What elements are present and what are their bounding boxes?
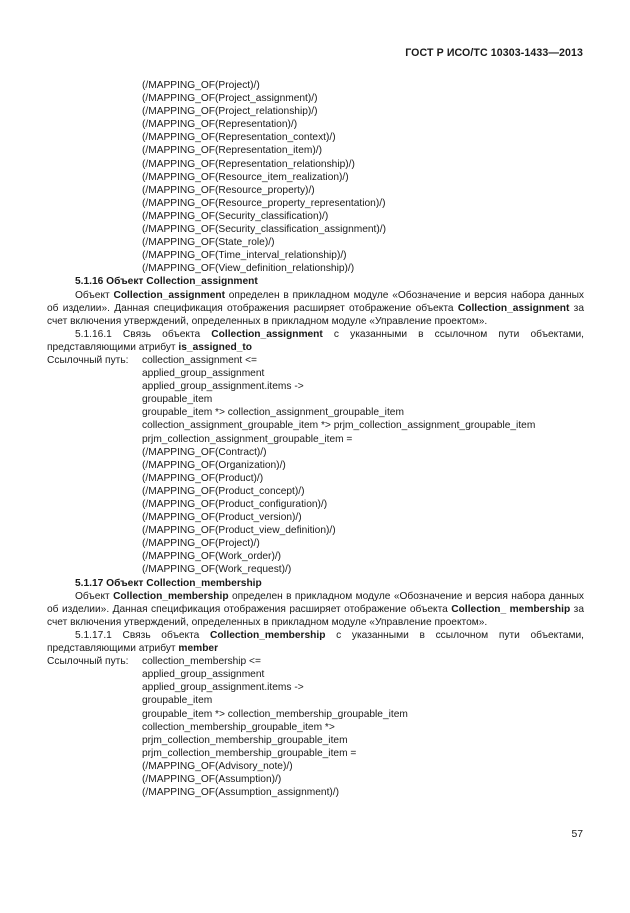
mapping-list-continued <box>47 79 584 275</box>
section-heading-5-1-16: 5.1.16 Объект Collection_assignment <box>75 276 258 288</box>
reference-path-line: (/MAPPING_OF(Advisory_note)/) <box>142 760 293 772</box>
reference-path-lines <box>47 367 584 577</box>
reference-path-line: (/MAPPING_OF(Product_concept)/) <box>142 485 305 497</box>
reference-path-line: applied_group_assignment <box>142 669 265 681</box>
reference-path-line: collection_membership_groupable_item *> <box>142 721 335 733</box>
reference-path-line: groupable_item <box>142 394 213 406</box>
subsection-paragraph: 5.1.16.1 Связь объекта Collection_assignment с указанными в ссылочном пути объектами, представляющими атрибут is_assigned_to <box>47 328 584 353</box>
reference-path-line: prjm_collection_assignment_groupable_item = <box>142 433 353 445</box>
mapping-line: (/MAPPING_OF(Project_assignment)/) <box>142 93 318 105</box>
reference-path-line: (/MAPPING_OF(Contract)/) <box>142 446 267 458</box>
mapping-line: (/MAPPING_OF(Time_interval_relationship)/) <box>142 250 347 262</box>
reference-path-line: (/MAPPING_OF(Assumption)/) <box>142 773 282 785</box>
reference-path-lines <box>47 668 584 799</box>
reference-path-line: applied_group_assignment <box>142 368 265 380</box>
reference-path-row <box>47 354 584 367</box>
reference-path-line: (/MAPPING_OF(Product_configuration)/) <box>142 499 328 510</box>
reference-path-line: collection_assignment <= <box>142 354 257 366</box>
mapping-line: (/MAPPING_OF(Resource_property_representation)/) <box>142 197 386 209</box>
subsection-paragraph: 5.1.17.1 Связь объекта Collection_membership с указанными в ссылочном пути объектами, представляющими атрибут member <box>47 629 584 655</box>
mapping-line: (/MAPPING_OF(Representation_context)/) <box>142 132 336 144</box>
page-number: 57 <box>571 829 583 840</box>
reference-path-line: groupable_item <box>142 695 213 707</box>
reference-path-line: (/MAPPING_OF(Work_request)/) <box>142 564 292 576</box>
reference-path-label: Ссылочный путь: <box>47 354 129 366</box>
reference-path-line: (/MAPPING_OF(Organization)/) <box>142 459 286 471</box>
section-paragraph: Объект Collection_assignment определен в прикладном модуле «Обозначение и версия набора данных об изделии». Данная спецификация отображения расширяет отображение объекта Collection_assignment за счет включения утверждений, определенных в прикладном модуле «Управление проектом». <box>47 289 584 327</box>
mapping-line: (/MAPPING_OF(Resource_property)/) <box>142 184 315 196</box>
reference-path-line: groupable_item *> collection_membership_groupable_item <box>142 708 408 720</box>
reference-path-line: (/MAPPING_OF(Work_order)/) <box>142 551 282 563</box>
mapping-line: (/MAPPING_OF(Project)/) <box>142 80 260 91</box>
section-paragraph: Объект Collection_membership определен в прикладном модуле «Обозначение и версия набора данных об изделии». Данная спецификация отображения расширяет отображение объекта Collection_ membership за счет включения утверждений, определенных в прикладном модуле «Управление проектом». <box>47 590 584 628</box>
reference-path-line: (/MAPPING_OF(Assumption_assignment)/) <box>142 787 340 799</box>
mapping-line: (/MAPPING_OF(Security_classification)/) <box>142 210 329 222</box>
reference-path-line: prjm_collection_membership_groupable_item = <box>142 747 357 759</box>
mapping-line: (/MAPPING_OF(Resource_item_realization)/) <box>142 171 349 183</box>
reference-path-line: (/MAPPING_OF(Product_version)/) <box>142 512 302 524</box>
mapping-line: (/MAPPING_OF(State_role)/) <box>142 237 275 249</box>
reference-path-line: applied_group_assignment.items -> <box>142 682 304 694</box>
reference-path-line: (/MAPPING_OF(Product)/) <box>142 472 264 484</box>
section-heading-5-1-17: 5.1.17 Объект Collection_membership <box>75 577 262 589</box>
document-header: ГОСТ Р ИСО/ТС 10303-1433—2013 <box>405 47 583 59</box>
reference-path-line: applied_group_assignment.items -> <box>142 381 304 393</box>
reference-path-label: Ссылочный путь: <box>47 656 129 668</box>
mapping-line: (/MAPPING_OF(Project_relationship)/) <box>142 106 318 118</box>
reference-path-line: (/MAPPING_OF(Product_view_definition)/) <box>142 525 336 537</box>
reference-path-row <box>47 655 584 668</box>
mapping-line: (/MAPPING_OF(Representation_item)/) <box>142 145 323 157</box>
mapping-line: (/MAPPING_OF(Security_classification_assignment)/) <box>142 224 387 236</box>
reference-path-line: collection_membership <= <box>142 656 261 668</box>
reference-path-line: collection_assignment_groupable_item *> prjm_collection_assignment_groupable_item <box>142 420 536 432</box>
reference-path-line: (/MAPPING_OF(Project)/) <box>142 538 260 550</box>
page-content <box>47 79 584 799</box>
mapping-line: (/MAPPING_OF(Representation)/) <box>142 119 298 131</box>
mapping-line: (/MAPPING_OF(View_definition_relationship)/) <box>142 263 355 275</box>
reference-path-line: prjm_collection_membership_groupable_item <box>142 734 348 746</box>
mapping-line: (/MAPPING_OF(Representation_relationship)/) <box>142 158 355 170</box>
reference-path-line: groupable_item *> collection_assignment_groupable_item <box>142 407 404 419</box>
